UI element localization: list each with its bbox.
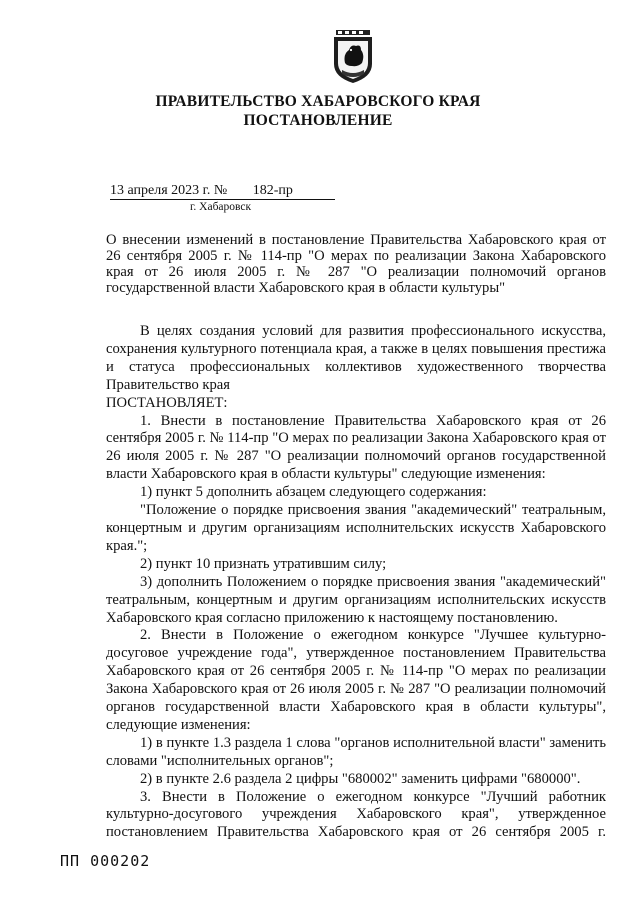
date-number-line <box>110 183 340 199</box>
document-type: ПОСТАНОВЛЕНИЕ <box>243 112 393 129</box>
city: г. Хабаровск <box>190 201 252 213</box>
resolves-heading: ПОСТАНОВЛЯЕТ: <box>106 394 228 411</box>
item-1-1-quote: "Положение о порядке присвоения звания "академический" театральным, концертным и другим организациям исполнительских искусств Хабаровского края."; <box>106 502 606 554</box>
item-2-2: 2) в пункте 2.6 раздела 2 цифры "680002" заменить цифрами "680000". <box>140 770 581 787</box>
government-name: ПРАВИТЕЛЬСТВО ХАБАРОВСКОГО КРАЯ <box>155 93 481 110</box>
item-2-1: 1) в пункте 1.3 раздела 1 слова "органов исполнительной власти" заменить словами "исполнительных органов"; <box>106 734 606 769</box>
coat-of-arms-emblem <box>330 30 376 84</box>
preamble: В целях создания условий для развития профессионального искусства, сохранения культурного потенциала края, а также в целях повышения престижа и статуса профессиональных коллективов художественного творчества Правительство края <box>106 323 606 393</box>
item-1-2: 2) пункт 10 признать утратившим силу; <box>140 555 387 572</box>
document-body <box>106 323 606 842</box>
number-sign: № <box>213 183 228 198</box>
date-underline <box>110 199 335 200</box>
item-1-3: 3) дополнить Положением о порядке присвоения звания "академический" театральным, концертным и другим организациям исполнительских искусств Хабаровского края согласно приложению к настоящему постановлению. <box>106 573 606 626</box>
document-date: 13 апреля 2023 г. <box>110 183 211 198</box>
item-1-1: 1) пункт 5 дополнить абзацем следующего содержания: <box>140 484 487 501</box>
item-1: 1. Внести в постановление Правительства Хабаровского края от 26 сентября 2005 г. № 114-пр "О мерах по реализации Закона Хабаровского края от 26 июля 2005 г. № 287 "О реализации полномочий органов государственной власти Хабаровского края в области культуры" следующие изменения: <box>106 412 606 483</box>
item-2: 2. Внести в Положение о ежегодном конкурсе "Лучшее культурно-досуговое учреждение года", утвержденное постановлением Правительства Хабаровского края от 26 сентября 2005 г. № 114-пр "О мерах по реализации Закона Хабаровского края от 26 июля 2005 г. № 287 "О реализации полномочий органов государственной власти Хабаровского края в области культуры", следующие изменения: <box>106 627 606 733</box>
document-subject: О внесении изменений в постановление Правительства Хабаровского края от 26 сентября 2005 г. № 114-пр "О мерах по реализации Закона Хабаровского края от 26 июля 2005 г. № 287 "О реализации полномочий органов государственной власти Хабаровского края в области культуры" <box>106 232 606 296</box>
form-code: ПП 000202 <box>60 852 151 870</box>
document-number: 182-пр <box>252 183 293 198</box>
item-3: 3. Внести в Положение о ежегодном конкурсе "Лучший работник культурно-досугового учреждения Хабаровского края", утвержденное постановлением Правительства Хабаровского края от 26 сентября 2005 г. <box>106 788 606 841</box>
